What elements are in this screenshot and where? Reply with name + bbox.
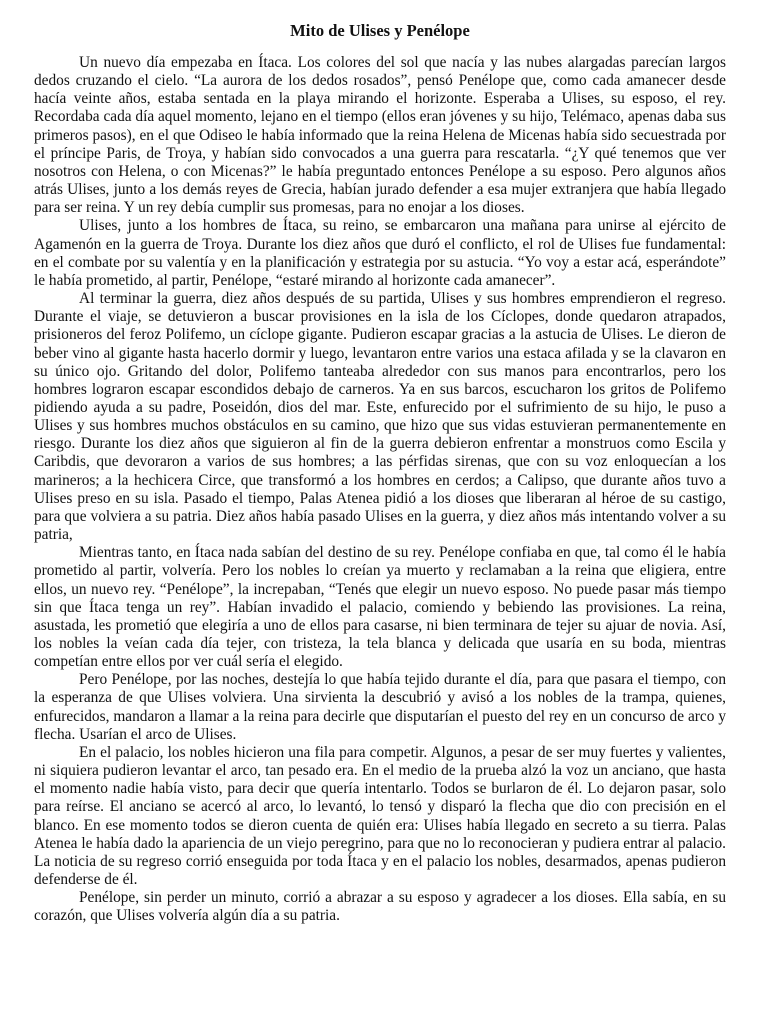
paragraph-3: Al terminar la guerra, diez años después de su partida, Ulises y sus hombres emprendieron el regreso. Durante el viaje, se detuvieron a buscar provisiones en la isla de los Cíclopes, donde quedaron atrapados, prisioneros del feroz Polifemo, un cíclope gigante. Pudieron escapar gracias a la astucia de Ulises. Le dieron de beber vino al gigante hasta hacerlo dormir y luego, levantaron entre varios una estaca afilada y se la clavaron en su único ojo. Gritando del dolor, Polifemo tanteaba alrededor con sus manos para encontrarlos, pero los hombres lograron escapar escondidos debajo de carneros. Ya en sus barcos, escucharon los gritos de Polifemo pidiendo ayuda a su padre, Poseidón, dios del mar. Este, enfurecido por el sufrimiento de su hijo, le puso a Ulises y sus hombres muchos obstáculos en su camino, que hizo que sus vidas estuvieran permanentemente en riesgo. Durante los diez años que siguieron al fin de la guerra debieron enfrentar a monstruos como Escila y Caribdis, que devoraron a varios de sus hombres; a las pérfidas sirenas, que con su voz enloquecían a los marineros; a la hechicera Circe, que transformó a los hombres en cerdos; a Calipso, que durante años tuvo a Ulises preso en su isla. Pasado el tiempo, Palas Atenea pidió a los dioses que liberaran al héroe de su castigo, para que volviera a su patria. Diez años había pasado Ulises en la guerra, y diez años más intentando volver a su patria, bbox=[34, 290, 726, 544]
document-body bbox=[34, 54, 726, 926]
paragraph-4: Mientras tanto, en Ítaca nada sabían del destino de su rey. Penélope confiaba en que, tal como él le había prometido al partir, volvería. Pero los nobles lo creían ya muerto y reclamaban a la reina que eligiera, entre ellos, un nuevo rey. “Penélope”, la increpaban, “Tenés que elegir un nuevo esposo. No puede pasar más tiempo sin que Ítaca tenga un rey”. Habían invadido el palacio, comiendo y bebiendo las provisiones. La reina, asustada, les prometió que elegiría a uno de ellos para casarse, ni bien terminara de tejer su ajuar de novia. Así, los nobles la veían cada día tejer, con tristeza, la tela blanca y delicada que usaría en su boda, mientras competían entre ellos por ver cuál sería el elegido. bbox=[34, 544, 726, 671]
paragraph-5: Pero Penélope, por las noches, destejía lo que había tejido durante el día, para que pasara el tiempo, con la esperanza de que Ulises volviera. Una sirvienta la descubrió y avisó a los nobles de la trampa, quienes, enfurecidos, mandaron a llamar a la reina para decirle que disputarían el puesto del rey en un concurso de arco y flecha. Usarían el arco de Ulises. bbox=[34, 671, 726, 743]
paragraph-2: Ulises, junto a los hombres de Ítaca, su reino, se embarcaron una mañana para unirse al ejército de Agamenón en la guerra de Troya. Durante los diez años que duró el conflicto, el rol de Ulises fue fundamental: en el combate por su valentía y en la planificación y estrategia por su astucia. “Yo voy a estar acá, esperándote” le había prometido, al partir, Penélope, “estaré mirando al horizonte cada amanecer”. bbox=[34, 217, 726, 289]
page-title: Mito de Ulises y Penélope bbox=[290, 21, 470, 40]
paragraph-7: Penélope, sin perder un minuto, corrió a abrazar a su esposo y agradecer a los dioses. Ella sabía, en su corazón, que Ulises volvería algún día a su patria. bbox=[34, 889, 726, 925]
paragraph-6: En el palacio, los nobles hicieron una fila para competir. Algunos, a pesar de ser muy fuertes y valientes, ni siquiera pudieron levantar el arco, tan pesado era. En el medio de la prueba alzó la voz un anciano, que hasta el momento nadie había visto, para decir que quería intentarlo. Todos se burlaron de él. Lo dejaron pasar, solo para reírse. El anciano se acercó al arco, lo levantó, lo tensó y disparó la flecha que dio con precisión en el blanco. En ese momento todos se dieron cuenta de quién era: Ulises había llegado en secreto a su tierra. Palas Atenea le había dado la apariencia de un viejo peregrino, para que no lo reconocieran y pudiera entrar al palacio. La noticia de su regreso corrió enseguida por toda Ítaca y en el palacio los nobles, desarmados, apenas pudieron defenderse de él. bbox=[34, 743, 726, 889]
paragraph-1: Un nuevo día empezaba en Ítaca. Los colores del sol que nacía y las nubes alargadas parecían largos dedos cruzando el cielo. “La aurora de los dedos rosados”, pensó Penélope que, como cada amanecer desde hacía veinte años, estaba sentada en la playa mirando el horizonte. Esperaba a Ulises, su esposo, el rey. Recordaba cada día aquel momento, lejano en el tiempo (ellos eran jóvenes y su hijo, Telémaco, apenas daba sus primeros pasos), en el que Odiseo le había informado que la reina Helena de Micenas había sido secuestrada por el príncipe Paris, de Troya, y habían sido convocados a una guerra para rescatarla. “¿Y qué tenemos que ver nosotros con Helena, o con Micenas?” le había preguntado entonces Penélope a su esposo. Pero algunos años atrás Ulises, junto a los demás reyes de Grecia, habían jurado defender a esa mujer extranjera que había llegado para ser reina. Y un rey debía cumplir sus promesas, para no enojar a los dioses. bbox=[34, 54, 726, 217]
